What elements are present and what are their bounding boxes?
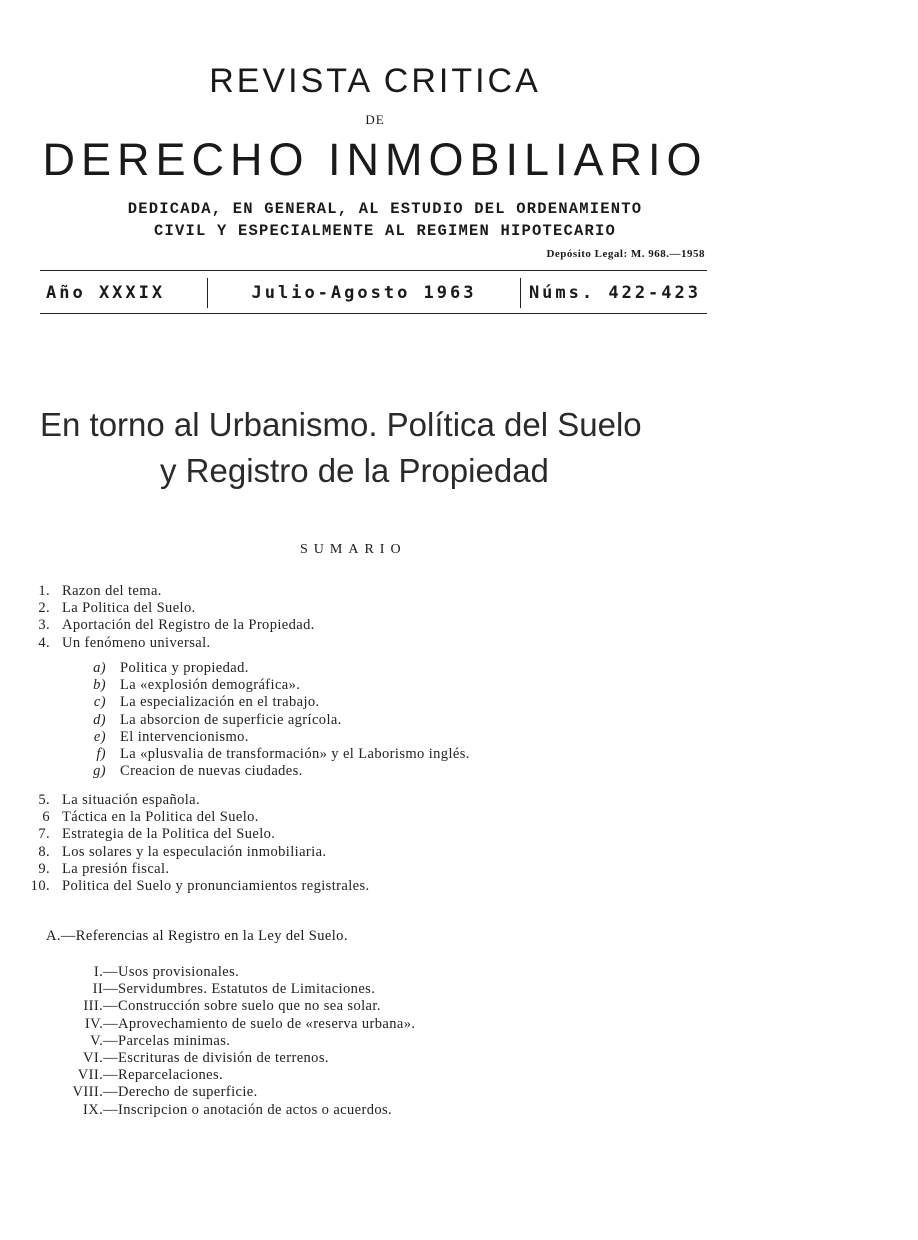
header-rule-top bbox=[40, 270, 707, 271]
article-title-line-1: En torno al Urbanismo. Política del Suelo bbox=[40, 406, 642, 443]
journal-dedication bbox=[40, 198, 730, 242]
summary-list-top bbox=[22, 583, 315, 652]
list-item: 4. Un fenómeno universal. bbox=[38, 634, 211, 651]
list-item: a) Politica y propiedad. bbox=[93, 660, 249, 676]
list-item: f) La «plusvalia de transformación» y el Laborismo inglés. bbox=[96, 746, 470, 763]
list-item: 6 Táctica en la Politica del Suelo. bbox=[42, 809, 259, 826]
list-item: II— Servidumbres. Estatutos de Limitaciones. bbox=[92, 981, 376, 998]
list-item: 9. La presión fiscal. bbox=[38, 860, 170, 877]
list-item: 5. La situación española. bbox=[38, 792, 201, 808]
issue-year: Año XXXIX bbox=[46, 283, 166, 303]
list-item: VIII.— Derecho de superficie. bbox=[72, 1084, 258, 1101]
list-item: I.— Usos provisionales. bbox=[93, 964, 240, 980]
article-title-line-2: y Registro de la Propiedad bbox=[160, 452, 549, 489]
list-item: VI.— Escrituras de división de terrenos. bbox=[82, 1050, 329, 1067]
list-item: c) La especialización en el trabajo. bbox=[93, 694, 320, 711]
header-rule-bottom bbox=[40, 313, 707, 314]
list-item: 3. Aportación del Registro de la Propiedad. bbox=[38, 617, 315, 634]
issue-info-row bbox=[40, 276, 707, 310]
summary-heading: SUMARIO bbox=[300, 542, 407, 557]
list-item: 7. Estrategia de la Politica del Suelo. bbox=[38, 826, 276, 843]
list-item: III.— Construcción sobre suelo que no sea solar. bbox=[83, 998, 381, 1015]
summary-sublist bbox=[70, 660, 470, 780]
list-item: b) La «explosión demográfica». bbox=[93, 677, 301, 694]
list-item: 8. Los solares y la especulación inmobiliaria. bbox=[38, 843, 327, 860]
list-item: VII.— Reparcelaciones. bbox=[77, 1067, 224, 1084]
roman-list bbox=[48, 964, 415, 1119]
legal-deposit: Depósito Legal: M. 968.—1958 bbox=[546, 248, 705, 260]
journal-title-connector: DE bbox=[365, 112, 385, 127]
list-item: g) Creacion de nuevas ciudades. bbox=[93, 763, 303, 780]
article-title bbox=[40, 402, 720, 494]
list-item: e) El intervencionismo. bbox=[93, 728, 249, 745]
issue-date: Julio-Agosto 1963 bbox=[251, 283, 477, 303]
summary-list-bottom bbox=[22, 792, 370, 895]
journal-title: REVISTA CRITICA bbox=[209, 62, 541, 100]
list-item: 2. La Politica del Suelo. bbox=[38, 600, 196, 617]
list-item: 10. Politica del Suelo y pronunciamientos registrales. bbox=[30, 878, 370, 895]
dedication-line-2: CIVIL Y ESPECIALMENTE AL REGIMEN HIPOTECARIO bbox=[153, 222, 617, 240]
dedication-line-1: DEDICADA, EN GENERAL, AL ESTUDIO DEL ORDENAMIENTO bbox=[127, 200, 643, 218]
list-item: V.— Parcelas minimas. bbox=[90, 1032, 231, 1049]
list-item: IV.— Aprovechamiento de suelo de «reserva urbana». bbox=[84, 1015, 416, 1032]
issue-number: Núms. 422-423 bbox=[528, 283, 701, 303]
journal-subtitle: DERECHO INMOBILIARIO bbox=[42, 134, 708, 185]
section-a-heading: A.—Referencias al Registro en la Ley del Suelo. bbox=[46, 928, 348, 944]
list-item: 1. Razon del tema. bbox=[38, 583, 162, 599]
list-item: IX.— Inscripcion o anotación de actos o acuerdos. bbox=[82, 1101, 393, 1118]
list-item: d) La absorcion de superficie agrícola. bbox=[93, 711, 342, 728]
